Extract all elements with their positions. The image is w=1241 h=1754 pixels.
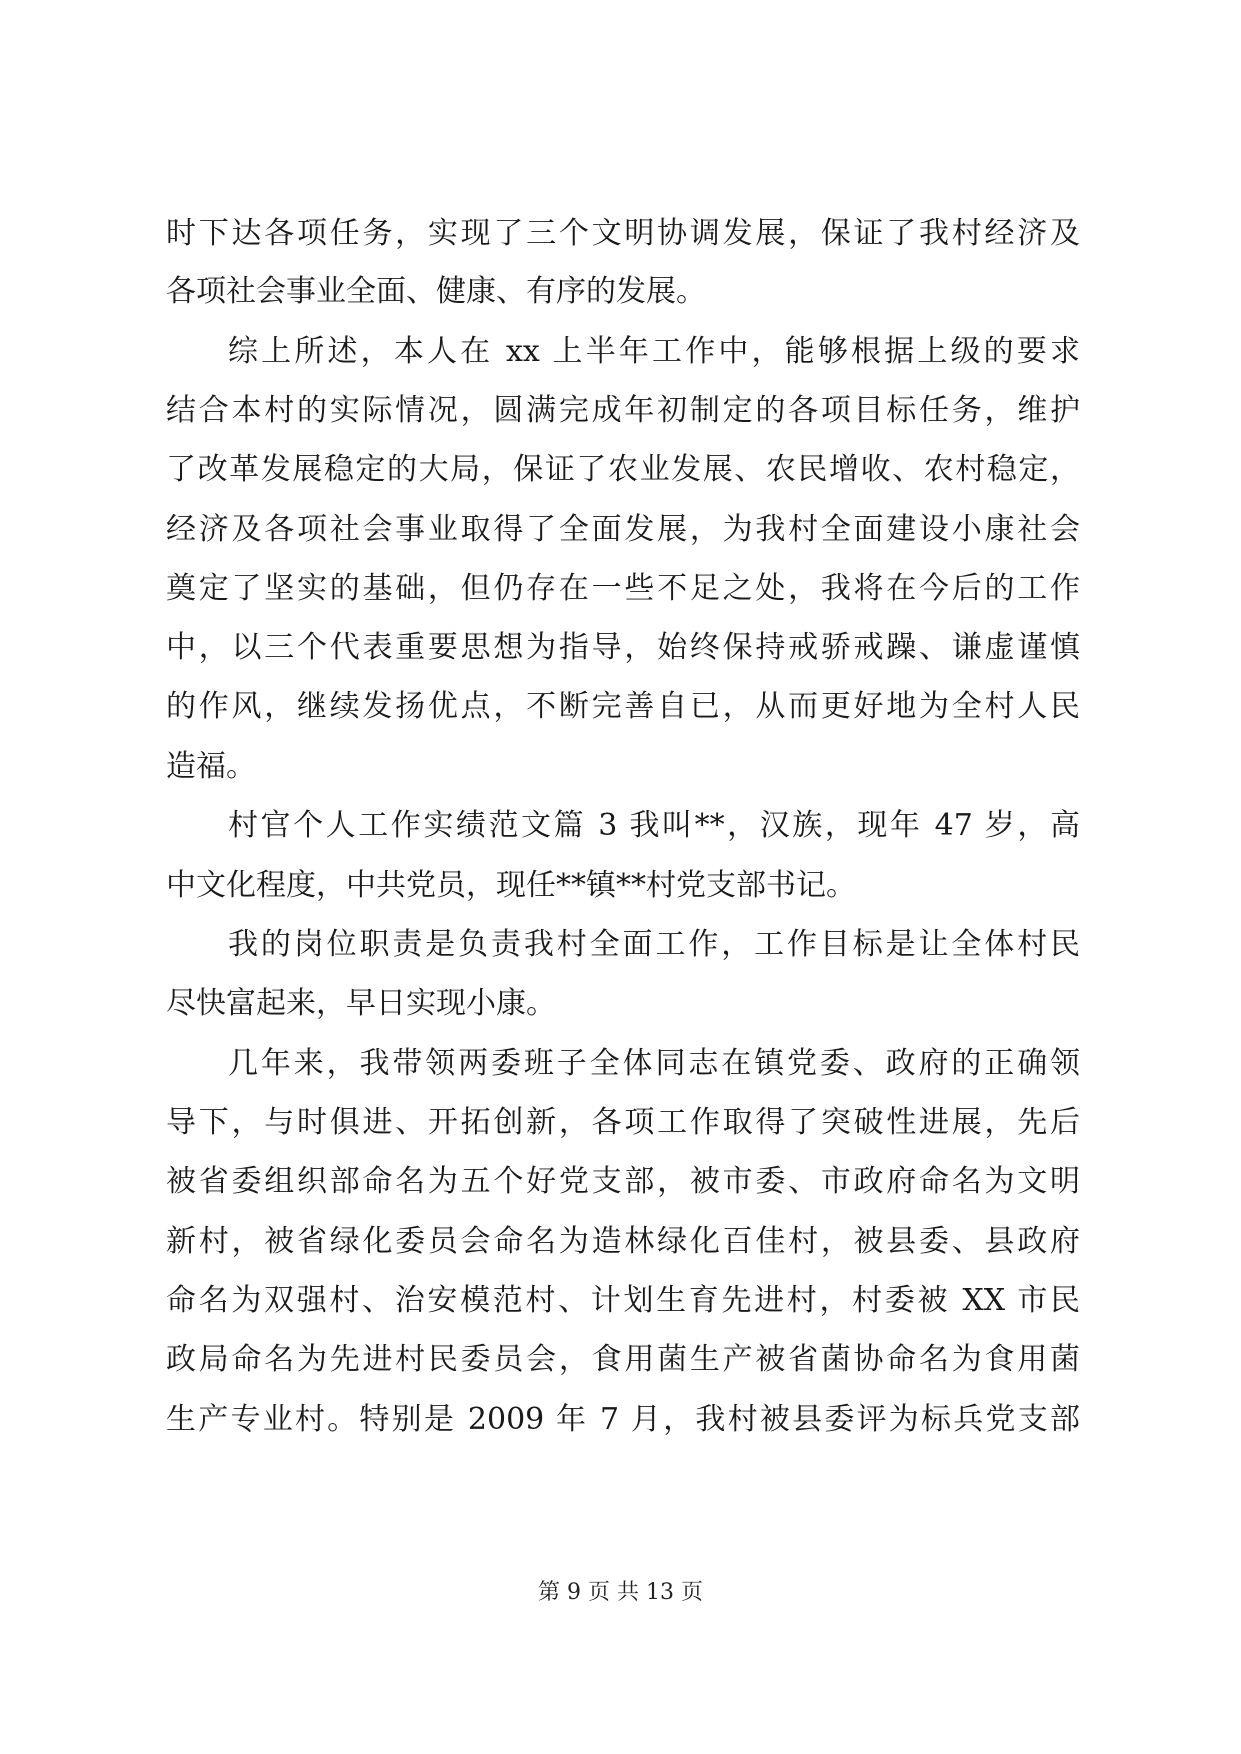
text-line: 生产专业村。特别是 2009 年 7 月，我村被县委评为标兵党支部 (166, 1402, 1080, 1437)
paragraph-first-line: 综上所述，本人在 xx 上半年工作中，能够根据上级的要求 (228, 334, 1080, 369)
text-line: 尽快富起来，早日实现小康。 (166, 986, 556, 1021)
text-line: 奠定了坚实的基础，但仍存在一些不足之处，我将在今后的工作 (166, 571, 1080, 606)
text-line: 中，以三个代表重要思想为指导，始终保持戒骄戒躁、谦虚谨慎 (166, 630, 1080, 665)
text-line: 新村，被省绿化委员会命名为造林绿化百佳村，被县委、县政府 (166, 1224, 1080, 1259)
text-line: 导下，与时俱进、开拓创新，各项工作取得了突破性进展，先后 (166, 1105, 1080, 1140)
text-line: 经济及各项社会事业取得了全面发展，为我村全面建设小康社会 (166, 512, 1080, 547)
text-line: 的作风，继续发扬优点，不断完善自已，从而更好地为全村人民 (166, 689, 1080, 724)
text-line: 中文化程度，中共党员，现任**镇**村党支部书记。 (166, 868, 856, 903)
text-line: 造福。 (166, 749, 256, 784)
paragraph-first-line: 几年来，我带领两委班子全体同志在镇党委、政府的正确领 (228, 1046, 1080, 1081)
text-line: 政局命名为先进村民委员会，食用菌生产被省菌协命名为食用菌 (166, 1342, 1080, 1377)
text-line: 了改革发展稳定的大局，保证了农业发展、农民增收、农村稳定， (166, 452, 1080, 487)
text-line: 结合本村的实际情况，圆满完成年初制定的各项目标任务，维护 (166, 393, 1080, 428)
page-number-footer: 第 9 页 共 13 页 (538, 1580, 703, 1605)
text-line: 命名为双强村、治安模范村、计划生育先进村，村委被 XX 市民 (166, 1283, 1080, 1318)
paragraph-first-line: 我的岗位职责是负责我村全面工作，工作目标是让全体村民 (228, 927, 1080, 962)
text-line: 各项社会事业全面、健康、有序的发展。 (166, 274, 706, 309)
text-line: 被省委组织部命名为五个好党支部，被市委、市政府命名为文明 (166, 1164, 1080, 1199)
text-line: 时下达各项任务，实现了三个文明协调发展，保证了我村经济及 (166, 216, 1080, 251)
paragraph-first-line: 村官个人工作实绩范文篇 3 我叫**，汉族，现年 47 岁，高 (228, 808, 1080, 843)
